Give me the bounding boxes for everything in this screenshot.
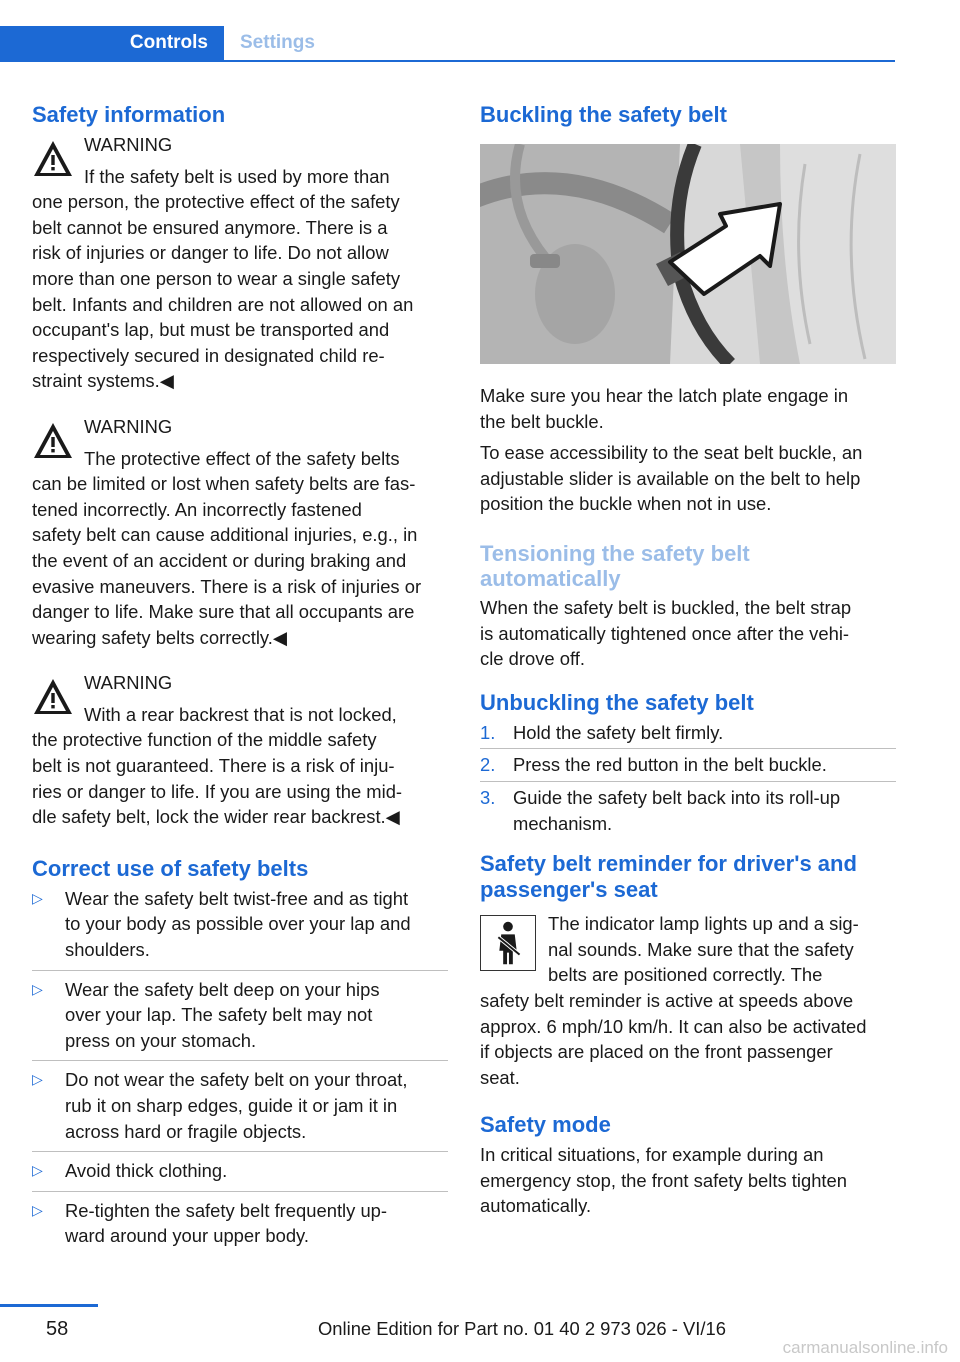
safety-mode-heading: Safety mode <box>480 1112 611 1138</box>
warning-label: WARNING <box>84 415 173 437</box>
text-line: to your body as possible over your lap and <box>65 913 411 935</box>
text-line: wearing safety belts correctly.◀ <box>32 626 288 648</box>
text-line: seat. <box>480 1066 520 1088</box>
text-line: emergency stop, the front safety belts tighten <box>480 1169 847 1191</box>
text-line: the protective function of the middle safety <box>32 729 377 751</box>
text-line: rub it on sharp edges, guide it or jam it in <box>65 1095 398 1116</box>
warning-block-1 <box>32 132 448 394</box>
text-line: straint systems.◀ <box>32 370 174 392</box>
heading-line: automatically <box>480 565 621 591</box>
text-line: adjustable slider is available on the belt to help <box>480 467 861 489</box>
heading-line: passenger's seat <box>480 877 658 903</box>
heading-line: Safety belt reminder for driver's and <box>480 851 857 877</box>
text-line: belt is not guaranteed. There is a risk of inju‐ <box>32 755 395 777</box>
warning-triangle-icon <box>32 138 74 180</box>
warning-triangle-icon <box>32 420 74 462</box>
list-item <box>32 1067 448 1152</box>
bullet-triangle-icon: ▷ <box>32 980 43 997</box>
text-line: belt cannot be ensured anymore. There is a <box>32 216 388 238</box>
text-line: press on your stomach. <box>65 1029 257 1051</box>
text-line: Press the red button in the belt buckle. <box>513 754 827 776</box>
step-item <box>480 752 896 782</box>
text-line: Avoid thick clothing. <box>65 1160 228 1182</box>
step-number: 2. <box>480 754 496 776</box>
buckling-paragraph-1 <box>480 383 896 434</box>
text-line: danger to life. Make sure that all occupants are <box>32 601 415 623</box>
text-line: If the safety belt is used by more than <box>84 165 390 187</box>
step-number: 3. <box>480 786 496 808</box>
text-line: Hold the safety belt firmly. <box>513 721 724 743</box>
warning-label: WARNING <box>84 134 173 155</box>
text-line: mechanism. <box>513 812 613 834</box>
text-line: occupant's lap, but must be transported and <box>32 319 390 341</box>
warning-triangle-icon <box>32 676 74 718</box>
text-line: position the buckle when not in use. <box>480 493 772 515</box>
bullet-triangle-icon: ▷ <box>32 889 43 906</box>
text-line: approx. 6 mph/10 km/h. It can also be activated <box>480 1015 867 1037</box>
text-line: across hard or fragile objects. <box>65 1120 307 1142</box>
text-line: ward around your upper body. <box>65 1225 309 1247</box>
step-item <box>480 785 896 839</box>
text-line: respectively secured in designated child re‐ <box>32 344 385 366</box>
text-line: safety belt reminder is active at speeds above <box>480 989 854 1011</box>
text-line: dle safety belt, lock the wider rear backrest.◀ <box>32 806 400 828</box>
text-line: belts are positioned correctly. The <box>548 964 823 986</box>
tab-settings[interactable]: Settings <box>240 32 315 53</box>
text-line: ries or danger to life. If you are using the mid‐ <box>32 780 403 802</box>
warning-text <box>32 702 448 830</box>
unbuckling-heading: Unbuckling the safety belt <box>480 689 754 715</box>
text-line: Wear the safety belt twist-free and as tight <box>65 887 409 909</box>
list-item <box>32 1198 448 1256</box>
warning-text <box>32 446 448 651</box>
left-column <box>32 100 448 1262</box>
buckling-heading: Buckling the safety belt <box>480 102 727 127</box>
text-line: Wear the safety belt deep on your hips <box>65 978 380 1000</box>
text-line: cle drove off. <box>480 648 585 670</box>
text-line: risk of injuries or danger to life. Do not allow <box>32 242 389 264</box>
text-line: automatically. <box>480 1195 592 1217</box>
safety-mode-paragraph <box>480 1142 896 1219</box>
text-line: the event of an accident or during braking and <box>32 549 407 571</box>
page-number: 58 <box>46 1318 69 1340</box>
step-number: 1. <box>480 721 496 743</box>
step-item <box>480 720 896 750</box>
warning-block-2 <box>32 414 448 650</box>
text-line: Re-tighten the safety belt frequently up‐ <box>65 1199 388 1221</box>
text-line: To ease accessibility to the seat belt buckle, an <box>480 442 863 464</box>
tensioning-paragraph <box>480 595 896 672</box>
list-item <box>32 977 448 1062</box>
text-line: the belt buckle. <box>480 410 604 432</box>
header-tabs <box>0 0 895 62</box>
reminder-heading <box>480 851 896 903</box>
text-line: over your lap. The safety belt may not <box>65 1004 373 1026</box>
seatbelt-buckle-photo <box>480 144 896 364</box>
text-line: tened incorrectly. An incorrectly fastened <box>32 498 362 520</box>
header-rule <box>0 60 895 62</box>
text-line: nal sounds. Make sure that the safety <box>548 938 854 960</box>
warning-block-3 <box>32 670 448 830</box>
unbuckling-steps <box>480 720 896 839</box>
text-line: Do not wear the safety belt on your throat, <box>65 1069 408 1091</box>
text-line: Guide the safety belt back into its roll-up <box>513 786 841 808</box>
watermark: carmanualsonline.info <box>782 1338 948 1357</box>
text-line: is automatically tightened once after the vehi‐ <box>480 622 850 644</box>
text-line: can be limited or lost when safety belts are fas‐ <box>32 473 416 495</box>
edition-text: Online Edition for Part no. 01 40 2 973 026 - VI/16 <box>318 1318 726 1339</box>
safety-information-heading: Safety information <box>32 102 226 127</box>
list-item <box>32 886 448 971</box>
text-line: In critical situations, for example during an <box>480 1144 824 1166</box>
text-line: When the safety belt is buckled, the belt strap <box>480 596 852 618</box>
tab-controls[interactable]: Controls <box>0 26 224 60</box>
reminder-paragraph <box>480 911 896 1090</box>
text-line: With a rear backrest that is not locked, <box>84 703 397 725</box>
right-column <box>480 100 896 1219</box>
text-line: if objects are placed on the front passenger <box>480 1041 833 1063</box>
tensioning-heading <box>480 541 896 591</box>
text-line: shoulders. <box>65 939 150 961</box>
bullet-triangle-icon: ▷ <box>32 1071 43 1088</box>
seatbelt-reminder-icon <box>480 915 536 971</box>
footer-rule <box>0 1304 98 1307</box>
heading-line: Tensioning the safety belt <box>480 540 750 566</box>
text-line: belt. Infants and children are not allowed on an <box>32 293 414 315</box>
buckling-paragraph-2 <box>480 440 896 517</box>
correct-use-list <box>32 886 448 1256</box>
text-line: The protective effect of the safety belts <box>84 447 400 469</box>
list-item <box>32 1158 448 1192</box>
warning-text <box>32 164 448 394</box>
correct-use-heading: Correct use of safety belts <box>32 855 309 881</box>
text-line: safety belt can cause additional injuries, e.g., in <box>32 524 418 546</box>
text-line: Make sure you hear the latch plate engage in <box>480 385 849 406</box>
text-line: evasive maneuvers. There is a risk of injuries or <box>32 575 422 597</box>
text-line: one person, the protective effect of the safety <box>32 191 400 213</box>
warning-label: WARNING <box>84 672 173 694</box>
text-line: more than one person to wear a single safety <box>32 267 401 289</box>
text-line: The indicator lamp lights up and a sig‐ <box>548 913 859 935</box>
bullet-triangle-icon: ▷ <box>32 1201 43 1218</box>
bullet-triangle-icon: ▷ <box>32 1162 43 1179</box>
